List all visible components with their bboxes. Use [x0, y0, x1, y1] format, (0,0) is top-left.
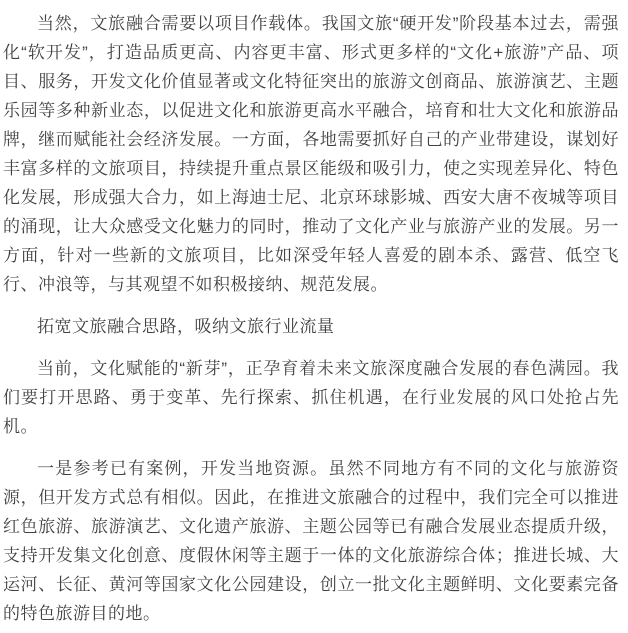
paragraph-new-buds: 当前，文化赋能的“新芽”，正孕育着未来文旅深度融合发展的春色满园。我们要打开思路、勇于变革、先行探索、抓住机遇，在行业发展的风口处抢占先机。	[3, 359, 619, 436]
paragraph-project-carriers: 当然，文旅融合需要以项目作载体。我国文旅“硬开发”阶段基本过去，需强化“软开发”，打造品质更高、内容更丰富、形式更多样的“文化+旅游”产品、项目、服务，开发文化价值显著或文化特征突出的旅游文创商品、旅游演艺、主题乐园等多种新业态，以促进文化和旅游更高水平融合，培育和壮大文化和旅游品牌，继而赋能社会经济发展。一方面，各地需要抓好自己的产业带建设，谋划好丰富多样的文旅项目，持续提升重点景区能级和吸引力，使之实现差异化、特色化发展，形成强大合力，如上海迪士尼、北京环球影城、西安大唐不夜城等项目的涌现，让大众感受文化魅力的同时，推动了文化产业与旅游产业的发展。另一方面，针对一些新的文旅项目，比如深受年轻人喜爱的剧本杀、露营、低空飞行、冲浪等，与其观望不如积极接纳、规范发展。	[3, 14, 619, 294]
paragraph-reference-cases: 一是参考已有案例，开发当地资源。虽然不同地方有不同的文化与旅游资源，但开发方式总有相似。因此，在推进文旅融合的过程中，我们完全可以推进红色旅游、旅游演艺、文化遗产旅游、主题公园等已有融合发展业态提质升级，支持开发集文化创意、度假休闲等主题于一体的文化旅游综合体；推进长城、大运河、长征、黄河等国家文化公园建设，创立一批文化主题鲜明、文化要素完备的特色旅游目的地。	[3, 459, 619, 623]
section-subheading: 拓宽文旅融合思路，吸纳文旅行业流量	[37, 317, 335, 336]
